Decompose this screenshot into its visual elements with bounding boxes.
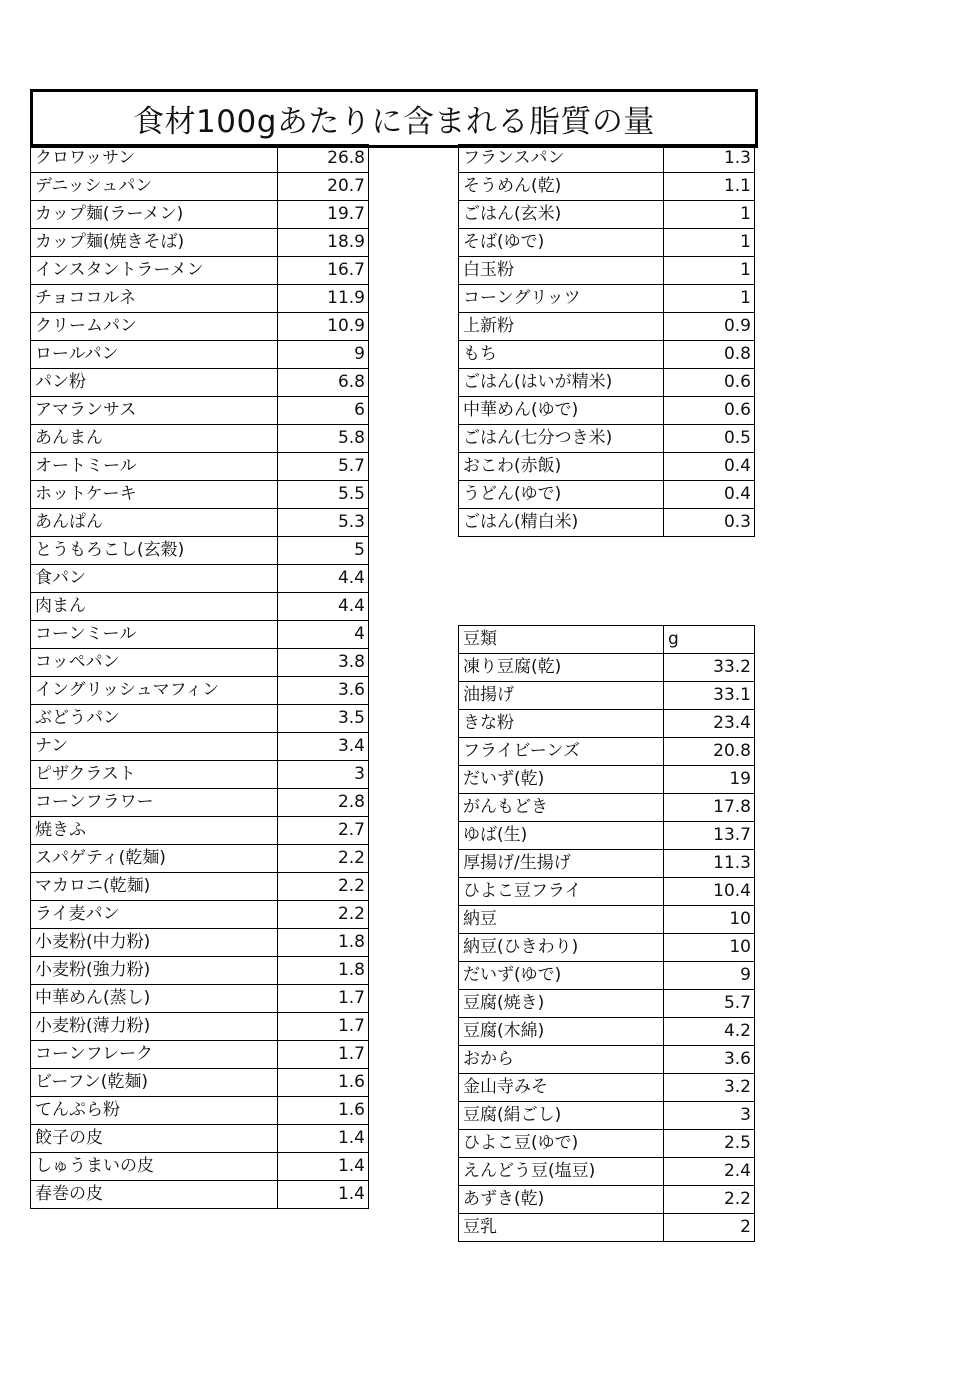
table-row [459,145,755,173]
food-name-cell: 豆腐(木綿) [459,1018,664,1046]
right-top-table-body [459,145,755,537]
food-name-cell: イングリッシュマフィン [31,677,278,705]
table-row [459,962,755,990]
food-name-cell: 油揚げ [459,682,664,710]
food-name-cell: オートミール [31,453,278,481]
food-name-cell: コーンフラワー [31,789,278,817]
food-name-cell: ゆば(生) [459,822,664,850]
food-name-cell: スパゲティ(乾麺) [31,845,278,873]
food-name-cell: ごはん(精白米) [459,509,664,537]
food-name-cell: あんまん [31,425,278,453]
food-name-cell: ごはん(玄米) [459,201,664,229]
fat-value-cell: 3 [664,1102,755,1130]
food-name-cell: もち [459,341,664,369]
table-row [31,957,369,985]
fat-value-cell: 1.3 [664,145,755,173]
table-row [31,537,369,565]
fat-value-cell: 0.5 [664,425,755,453]
fat-value-cell: 0.8 [664,341,755,369]
table-row [31,929,369,957]
left-table-body [31,145,369,1209]
table-row [459,682,755,710]
table-row [31,341,369,369]
food-name-cell: あずき(乾) [459,1186,664,1214]
table-row [459,654,755,682]
table-row [31,1097,369,1125]
food-name-cell: コーングリッツ [459,285,664,313]
table-row [459,425,755,453]
table-row [459,1046,755,1074]
table-row [31,229,369,257]
food-name-cell: 豆腐(絹ごし) [459,1102,664,1130]
table-row [31,761,369,789]
fat-value-cell: 1.8 [278,929,369,957]
food-name-cell: 肉まん [31,593,278,621]
food-name-cell: チョココルネ [31,285,278,313]
table-row [31,733,369,761]
fat-value-cell: 4 [278,621,369,649]
table-row [31,621,369,649]
fat-value-cell: 2.2 [278,845,369,873]
table-row [31,985,369,1013]
table-row [459,1186,755,1214]
fat-value-cell: 2.8 [278,789,369,817]
fat-value-cell: 33.2 [664,654,755,682]
table-row [459,341,755,369]
food-name-cell: カップ麺(ラーメン) [31,201,278,229]
table-row [459,794,755,822]
fat-value-cell: 20.7 [278,173,369,201]
food-name-cell: 食パン [31,565,278,593]
table-row [31,145,369,173]
table-row [459,509,755,537]
fat-value-cell: 5.7 [278,453,369,481]
table-row [459,850,755,878]
food-name-cell: コッペパン [31,649,278,677]
fat-value-cell: 11.3 [664,850,755,878]
food-name-cell: 小麦粉(中力粉) [31,929,278,957]
fat-value-cell: 5.8 [278,425,369,453]
food-name-cell: きな粉 [459,710,664,738]
table-row [31,565,369,593]
food-name-cell: ビーフン(乾麺) [31,1069,278,1097]
table-row [31,481,369,509]
table-row [31,173,369,201]
fat-value-cell: 5.3 [278,509,369,537]
table-row [31,1041,369,1069]
fat-value-cell: 0.9 [664,313,755,341]
food-name-cell: そば(ゆで) [459,229,664,257]
food-name-cell: クリームパン [31,313,278,341]
table-row [459,257,755,285]
fat-value-cell: 19.7 [278,201,369,229]
fat-value-cell: 10.4 [664,878,755,906]
food-name-cell: 厚揚げ/生揚げ [459,850,664,878]
fat-value-cell: 2.2 [664,1186,755,1214]
food-name-cell: うどん(ゆで) [459,481,664,509]
table-row [31,677,369,705]
table-row [31,453,369,481]
fat-value-cell: 17.8 [664,794,755,822]
food-name-cell: ごはん(はいが精米) [459,369,664,397]
food-name-cell: そうめん(乾) [459,173,664,201]
fat-value-cell: 0.3 [664,509,755,537]
fat-value-cell: 4.2 [664,1018,755,1046]
food-name-cell: ごはん(七分つき米) [459,425,664,453]
food-name-cell: 中華めん(蒸し) [31,985,278,1013]
food-name-cell: ライ麦パン [31,901,278,929]
table-row [459,313,755,341]
food-name-cell: クロワッサン [31,145,278,173]
table-row [31,789,369,817]
fat-value-cell: 2.2 [278,901,369,929]
fat-value-cell: 1 [664,257,755,285]
beans-fat-table [458,625,755,1242]
food-name-cell: 小麦粉(薄力粉) [31,1013,278,1041]
table-row [31,901,369,929]
table-row [31,201,369,229]
table-row [459,878,755,906]
table-row [459,397,755,425]
food-name-cell: 上新粉 [459,313,664,341]
food-name-cell: インスタントラーメン [31,257,278,285]
fat-value-cell: 0.4 [664,481,755,509]
fat-value-cell: 1 [664,229,755,257]
food-name-cell: 小麦粉(強力粉) [31,957,278,985]
fat-value-cell: 10 [664,934,755,962]
food-name-cell: フライビーンズ [459,738,664,766]
table-row [31,845,369,873]
fat-value-cell: 9 [664,962,755,990]
fat-value-cell: 3.4 [278,733,369,761]
fat-value-cell: 2 [664,1214,755,1242]
food-name-cell: 豆乳 [459,1214,664,1242]
table-row [31,649,369,677]
table-row [31,313,369,341]
table-row [459,1018,755,1046]
food-name-cell: えんどう豆(塩豆) [459,1158,664,1186]
fat-value-cell: 16.7 [278,257,369,285]
fat-value-cell: 1.7 [278,1041,369,1069]
food-name-cell: 餃子の皮 [31,1125,278,1153]
table-row [31,873,369,901]
food-name-cell: とうもろこし(玄穀) [31,537,278,565]
food-name-cell: ホットケーキ [31,481,278,509]
fat-value-cell: 2.5 [664,1130,755,1158]
food-name-cell: 白玉粉 [459,257,664,285]
fat-value-cell: 1.6 [278,1097,369,1125]
table-row [31,705,369,733]
beans-header-unit: g [664,626,755,654]
table-row [31,509,369,537]
table-row [459,1074,755,1102]
fat-value-cell: 0.6 [664,397,755,425]
grain-fat-table-left [30,144,369,1209]
table-row [459,285,755,313]
fat-value-cell: 1.4 [278,1125,369,1153]
food-name-cell: アマランサス [31,397,278,425]
table-row [459,822,755,850]
table-row [31,1069,369,1097]
food-name-cell: しゅうまいの皮 [31,1153,278,1181]
page-title: 食材100gあたりに含まれる脂質の量 [30,89,758,148]
table-row [31,1013,369,1041]
fat-value-cell: 3.6 [664,1046,755,1074]
food-name-cell: フランスパン [459,145,664,173]
food-name-cell: 焼きふ [31,817,278,845]
fat-value-cell: 19 [664,766,755,794]
table-row [459,201,755,229]
food-name-cell: おから [459,1046,664,1074]
fat-value-cell: 5.5 [278,481,369,509]
table-row [31,397,369,425]
fat-value-cell: 10 [664,906,755,934]
table-row [459,710,755,738]
food-name-cell: ロールパン [31,341,278,369]
food-name-cell: だいず(乾) [459,766,664,794]
food-name-cell: 中華めん(ゆで) [459,397,664,425]
food-name-cell: パン粉 [31,369,278,397]
fat-value-cell: 1.4 [278,1153,369,1181]
food-name-cell: だいず(ゆで) [459,962,664,990]
table-row [459,173,755,201]
table-row [31,817,369,845]
food-name-cell: デニッシュパン [31,173,278,201]
fat-value-cell: 10.9 [278,313,369,341]
fat-value-cell: 5.7 [664,990,755,1018]
table-row [459,906,755,934]
fat-value-cell: 0.4 [664,453,755,481]
table-row [459,1158,755,1186]
table-row [459,481,755,509]
table-row [459,229,755,257]
table-row [459,453,755,481]
food-name-cell: あんぱん [31,509,278,537]
food-name-cell: ひよこ豆(ゆで) [459,1130,664,1158]
food-name-cell: マカロニ(乾麺) [31,873,278,901]
fat-value-cell: 4.4 [278,593,369,621]
fat-value-cell: 0.6 [664,369,755,397]
fat-value-cell: 2.2 [278,873,369,901]
beans-header-label: 豆類 [459,626,664,654]
grain-fat-table-right [458,144,755,537]
fat-value-cell: 3.6 [278,677,369,705]
fat-value-cell: 1 [664,201,755,229]
table-row [31,593,369,621]
food-name-cell: がんもどき [459,794,664,822]
table-row [459,1102,755,1130]
fat-value-cell: 1.7 [278,1013,369,1041]
beans-table-body [459,626,755,1242]
table-row [459,934,755,962]
table-row [459,766,755,794]
table-row [31,257,369,285]
fat-value-cell: 23.4 [664,710,755,738]
fat-value-cell: 13.7 [664,822,755,850]
food-name-cell: 春巻の皮 [31,1181,278,1209]
food-name-cell: 納豆 [459,906,664,934]
food-name-cell: ぶどうパン [31,705,278,733]
food-name-cell: 豆腐(焼き) [459,990,664,1018]
food-name-cell: ひよこ豆フライ [459,878,664,906]
food-name-cell: 金山寺みそ [459,1074,664,1102]
fat-value-cell: 9 [278,341,369,369]
fat-value-cell: 33.1 [664,682,755,710]
fat-value-cell: 2.4 [664,1158,755,1186]
food-name-cell: ピザクラスト [31,761,278,789]
fat-value-cell: 2.7 [278,817,369,845]
table-row [31,1153,369,1181]
fat-value-cell: 20.8 [664,738,755,766]
food-name-cell: カップ麺(焼きそば) [31,229,278,257]
fat-value-cell: 26.8 [278,145,369,173]
beans-header-row [459,626,755,654]
fat-value-cell: 4.4 [278,565,369,593]
food-name-cell: コーンミール [31,621,278,649]
fat-value-cell: 1 [664,285,755,313]
fat-value-cell: 18.9 [278,229,369,257]
table-row [31,285,369,313]
food-name-cell: ナン [31,733,278,761]
food-name-cell: てんぷら粉 [31,1097,278,1125]
fat-value-cell: 1.6 [278,1069,369,1097]
table-row [31,1181,369,1209]
fat-value-cell: 6.8 [278,369,369,397]
fat-value-cell: 3 [278,761,369,789]
fat-value-cell: 1.8 [278,957,369,985]
table-row [459,990,755,1018]
food-name-cell: 凍り豆腐(乾) [459,654,664,682]
food-name-cell: おこわ(赤飯) [459,453,664,481]
table-row [31,1125,369,1153]
food-name-cell: 納豆(ひきわり) [459,934,664,962]
fat-value-cell: 11.9 [278,285,369,313]
fat-value-cell: 1.1 [664,173,755,201]
fat-value-cell: 5 [278,537,369,565]
fat-value-cell: 6 [278,397,369,425]
fat-value-cell: 3.5 [278,705,369,733]
fat-value-cell: 1.7 [278,985,369,1013]
fat-value-cell: 3.8 [278,649,369,677]
table-row [459,1130,755,1158]
table-row [459,738,755,766]
table-row [31,425,369,453]
fat-value-cell: 3.2 [664,1074,755,1102]
fat-value-cell: 1.4 [278,1181,369,1209]
table-row [31,369,369,397]
table-row [459,1214,755,1242]
table-row [459,369,755,397]
food-name-cell: コーンフレーク [31,1041,278,1069]
